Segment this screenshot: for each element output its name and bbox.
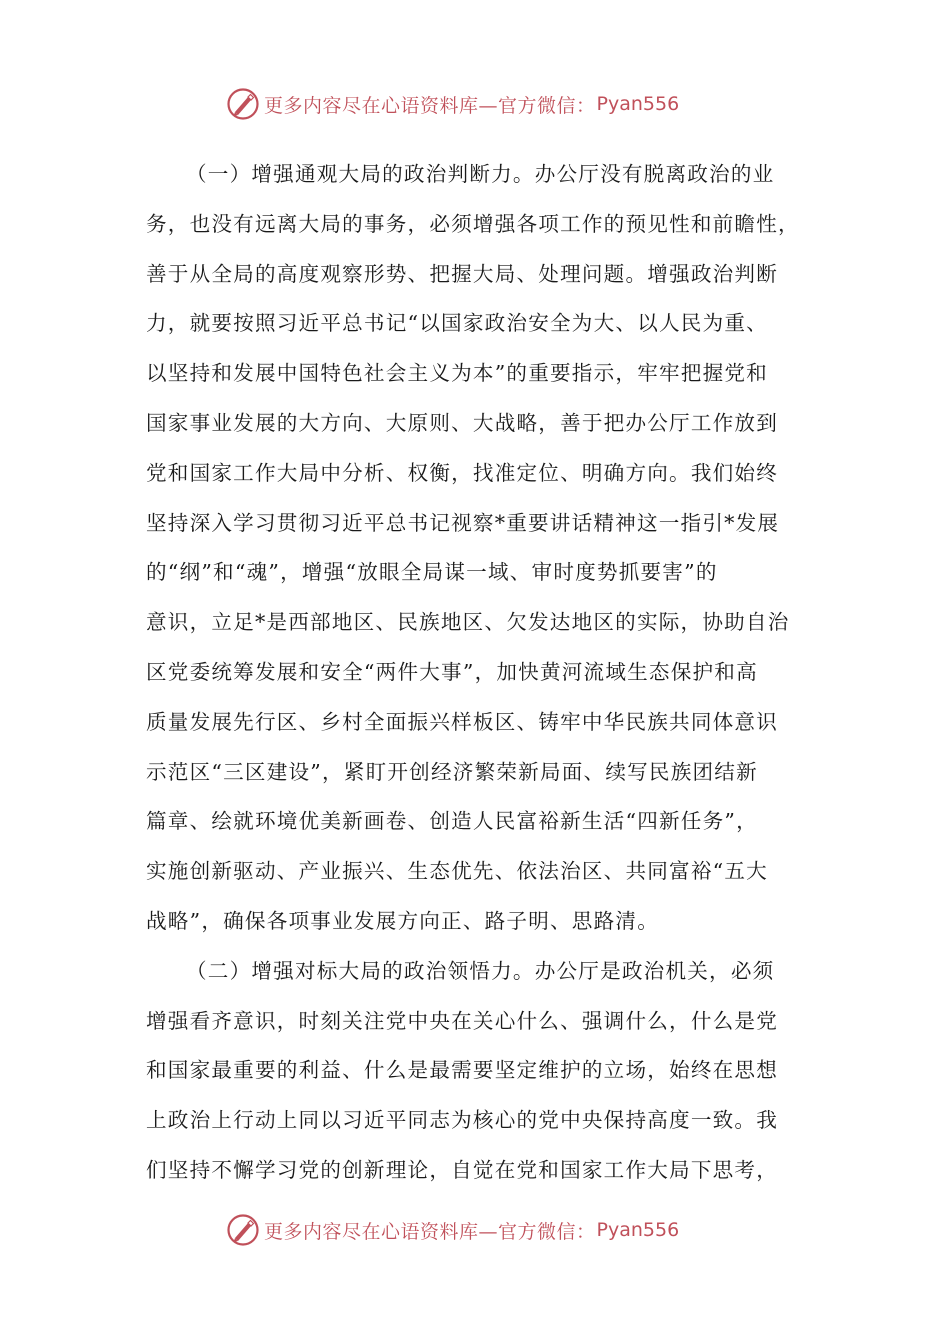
text-line: 们坚持不懈学习党的创新理论，自觉在党和国家工作大局下思考， [146, 1157, 779, 1182]
text-line: 质量发展先行区、乡村全面振兴样板区、铸牢中华民族共同体意识 [146, 709, 779, 734]
text-line: 和国家最重要的利益、什么是最需要坚定维护的立场，始终在思想 [146, 1058, 779, 1083]
text-line: 示范区“三区建设”，紧盯开创经济繁荣新局面、续写民族团结新 [146, 759, 758, 784]
header-banner[interactable] [226, 86, 746, 122]
text-line: 力，就要按照习近平总书记“以国家政治安全为大、以人民为重、 [146, 311, 768, 336]
pen-logo-icon [226, 87, 260, 121]
header-banner-text: 更多内容尽在心语资料库—官方微信： [264, 94, 596, 117]
text-line: 善于从全局的高度观察形势、把握大局、处理问题。增强政治判断 [146, 261, 779, 286]
footer-banner-text: 更多内容尽在心语资料库—官方微信： [264, 1220, 596, 1243]
text-line: 党和国家工作大局中分析、权衡，找准定位、明确方向。我们始终 [146, 460, 779, 485]
document-body [146, 150, 826, 1196]
text-line: 增强看齐意识，时刻关注党中央在关心什么、强调什么，什么是党 [146, 1008, 779, 1033]
text-line: 的“纲”和“魂”，增强“放眼全局谋一域、审时度势抓要害”的 [146, 560, 718, 585]
text-line: 意识，立足*是西部地区、民族地区、欠发达地区的实际，协助自治 [146, 610, 790, 635]
header-wechat-id: Pyan556 [596, 93, 680, 115]
text-line: 务，也没有远离大局的事务，必须增强各项工作的预见性和前瞻性， [146, 211, 800, 236]
text-line: 上政治上行动上同以习近平同志为核心的党中央保持高度一致。我 [146, 1108, 779, 1133]
text-line: 实施创新驱动、产业振兴、生态优先、依法治区、共同富裕“五大 [146, 859, 768, 884]
text-line: 坚持深入学习贯彻习近平总书记视察*重要讲话精神这一指引*发展 [146, 510, 780, 535]
footer-wechat-id: Pyan556 [596, 1219, 680, 1241]
text-line: 战略”，确保各项事业发展方向正、路子明、思路清。 [146, 908, 659, 933]
text-line: （二）增强对标大局的政治领悟力。办公厅是政治机关，必须 [186, 958, 775, 983]
text-line: 以坚持和发展中国特色社会主义为本”的重要指示，牢牢把握党和 [146, 361, 768, 386]
paragraph-2 [146, 947, 826, 1196]
footer-banner[interactable] [226, 1212, 746, 1248]
text-line: 篇章、绘就环境优美新画卷、创造人民富裕新生活“四新任务”， [146, 809, 758, 834]
paragraph-1 [146, 150, 826, 947]
text-line: 区党委统筹发展和安全“两件大事”，加快黄河流域生态保护和高 [146, 659, 758, 684]
text-line: （一）增强通观大局的政治判断力。办公厅没有脱离政治的业 [186, 162, 775, 186]
pen-logo-icon [226, 1213, 260, 1247]
text-line: 国家事业发展的大方向、大原则、大战略，善于把办公厅工作放到 [146, 410, 779, 435]
